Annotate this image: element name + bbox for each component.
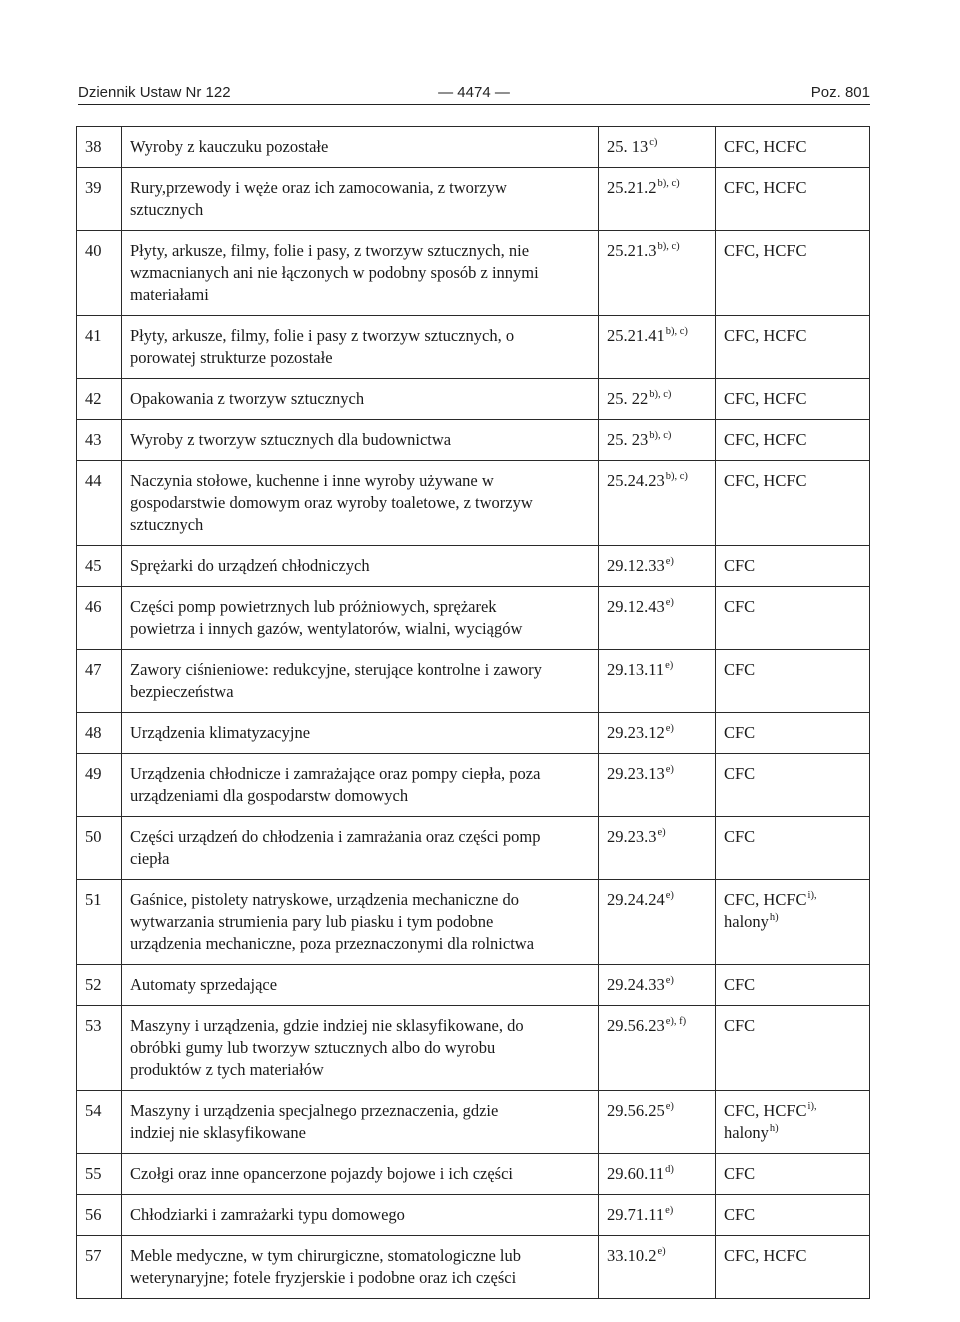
description-line: Wyroby z kauczuku pozostałe	[130, 137, 329, 156]
substance-line	[724, 659, 863, 681]
pkwiu-code: 29.12.33	[607, 556, 665, 575]
pkwiu-code-cell	[599, 168, 716, 231]
pkwiu-code: 29.23.12	[607, 723, 665, 742]
page-number: — 4474 —	[438, 84, 510, 101]
footnote-marker: h)	[769, 912, 779, 923]
table-row	[77, 316, 870, 379]
table-row	[77, 546, 870, 587]
substance-line	[724, 826, 863, 848]
pkwiu-code: 29.23.3	[607, 827, 657, 846]
pkwiu-code-cell	[599, 420, 716, 461]
row-number: 44	[77, 461, 122, 546]
table-row	[77, 817, 870, 880]
row-number: 57	[77, 1236, 122, 1299]
product-description	[122, 754, 599, 817]
description-line: Maszyny i urządzenia, gdzie indziej nie sklasyfikowane, do	[130, 1016, 524, 1035]
controlled-substances	[716, 754, 870, 817]
product-description	[122, 1091, 599, 1154]
pkwiu-code: 25.21.3	[607, 241, 657, 260]
description-line: Meble medyczne, w tym chirurgiczne, stomatologiczne lub	[130, 1246, 521, 1265]
row-number: 52	[77, 965, 122, 1006]
table-body	[77, 127, 870, 1299]
footnote-marker: b), c)	[665, 471, 688, 482]
controlled-substances	[716, 1195, 870, 1236]
pkwiu-code: 25. 22	[607, 389, 649, 408]
substance-line	[724, 177, 863, 199]
product-description	[122, 1006, 599, 1091]
row-number: 48	[77, 713, 122, 754]
substance-name: CFC	[724, 1164, 756, 1183]
pkwiu-code-cell	[599, 1154, 716, 1195]
description-line: Urządzenia chłodnicze i zamrażające oraz pompy ciepła, poza	[130, 764, 541, 783]
table-row	[77, 587, 870, 650]
substance-name: CFC	[724, 1205, 756, 1224]
pkwiu-code-cell	[599, 546, 716, 587]
description-line: Rury,przewody i węże oraz ich zamocowania, z tworzyw	[130, 178, 507, 197]
description-line: wzmacnianych ani nie łączonych w podobny sposób z innymi	[130, 263, 539, 282]
description-line: Wyroby z tworzyw sztucznych dla budownictwa	[130, 430, 452, 449]
description-line: gospodarstwie domowym oraz wyroby toaletowe, z tworzyw	[130, 493, 533, 512]
footnote-marker: e)	[657, 1246, 666, 1257]
footnote-marker: i),	[807, 890, 817, 901]
row-number: 40	[77, 231, 122, 316]
row-number: 56	[77, 1195, 122, 1236]
row-number: 54	[77, 1091, 122, 1154]
product-description	[122, 713, 599, 754]
controlled-substances	[716, 316, 870, 379]
footnote-marker: e)	[657, 827, 666, 838]
description-line: urządzeniami dla gospodarstw domowych	[130, 786, 409, 805]
pkwiu-code: 25. 23	[607, 430, 649, 449]
substance-line	[724, 429, 863, 451]
pkwiu-code: 29.24.24	[607, 890, 665, 909]
substance-name: CFC	[724, 1016, 756, 1035]
footnote-marker: b), c)	[657, 241, 680, 252]
footnote-marker: e)	[665, 556, 674, 567]
product-description	[122, 379, 599, 420]
row-number: 47	[77, 650, 122, 713]
pkwiu-code: 29.23.13	[607, 764, 665, 783]
substance-line	[724, 240, 863, 262]
substance-line	[724, 388, 863, 410]
description-line: porowatej strukturze pozostałe	[130, 348, 333, 367]
pkwiu-code: 29.60.11	[607, 1164, 665, 1183]
row-number: 53	[77, 1006, 122, 1091]
footnote-marker: e)	[665, 1205, 674, 1216]
description-line: Opakowania z tworzyw sztucznych	[130, 389, 365, 408]
table-row	[77, 880, 870, 965]
pkwiu-code-cell	[599, 316, 716, 379]
substance-name: CFC, HCFC	[724, 389, 807, 408]
product-description	[122, 1154, 599, 1195]
row-number: 55	[77, 1154, 122, 1195]
description-line: Płyty, arkusze, filmy, folie i pasy, z tworzyw sztucznych, nie	[130, 241, 530, 260]
table-row	[77, 713, 870, 754]
description-line: ciepła	[130, 849, 170, 868]
description-line: sztucznych	[130, 200, 204, 219]
description-line: indziej nie sklasyfikowane	[130, 1123, 306, 1142]
table-row	[77, 379, 870, 420]
page-header	[78, 82, 870, 105]
table-row	[77, 231, 870, 316]
product-description	[122, 1236, 599, 1299]
pkwiu-code-cell	[599, 817, 716, 880]
description-line: urządzenia mechaniczne, poza przeznaczonymi dla rolnictwa	[130, 934, 535, 953]
footnote-marker: e), f)	[665, 1016, 687, 1027]
footnote-marker: b), c)	[657, 178, 680, 189]
row-number: 49	[77, 754, 122, 817]
substance-name: CFC, HCFC	[724, 430, 807, 449]
pkwiu-code: 29.13.11	[607, 660, 665, 679]
controlled-substances	[716, 650, 870, 713]
controlled-substances	[716, 168, 870, 231]
substance-name: CFC, HCFC	[724, 1101, 807, 1120]
product-description	[122, 880, 599, 965]
position-number: Poz. 801	[810, 84, 870, 101]
substance-line	[724, 1204, 863, 1226]
row-number: 50	[77, 817, 122, 880]
substance-line	[724, 596, 863, 618]
table-row	[77, 1195, 870, 1236]
product-description	[122, 587, 599, 650]
substance-name: halony	[724, 912, 769, 931]
product-description	[122, 965, 599, 1006]
pkwiu-code-cell	[599, 1091, 716, 1154]
pkwiu-code-cell	[599, 965, 716, 1006]
product-description	[122, 650, 599, 713]
substance-line	[724, 911, 863, 933]
table-row	[77, 168, 870, 231]
controlled-substances	[716, 587, 870, 650]
substance-line	[724, 889, 863, 911]
controlled-substances	[716, 231, 870, 316]
description-line: obróbki gumy lub tworzyw sztucznych albo do wyrobu	[130, 1038, 496, 1057]
product-description	[122, 546, 599, 587]
controlled-substances	[716, 817, 870, 880]
footnote-marker: e)	[665, 975, 674, 986]
substance-line	[724, 325, 863, 347]
description-line: produktów z tych materiałów	[130, 1060, 324, 1079]
description-line: wytwarzania strumienia pary lub piasku i tym podobne	[130, 912, 494, 931]
footnote-marker: d)	[665, 1164, 674, 1175]
product-description	[122, 420, 599, 461]
product-description	[122, 1195, 599, 1236]
description-line: Chłodziarki i zamrażarki typu domowego	[130, 1205, 405, 1224]
substance-name: CFC, HCFC	[724, 178, 807, 197]
description-line: Zawory ciśnieniowe: redukcyjne, sterujące kontrolne i zawory	[130, 660, 542, 679]
table-row	[77, 420, 870, 461]
pkwiu-code-cell	[599, 754, 716, 817]
table-row	[77, 1006, 870, 1091]
table-row	[77, 1091, 870, 1154]
pkwiu-code: 25.24.23	[607, 471, 665, 490]
product-description	[122, 168, 599, 231]
substance-line	[724, 1163, 863, 1185]
controlled-substances	[716, 880, 870, 965]
description-line: Maszyny i urządzenia specjalnego przeznaczenia, gdzie	[130, 1101, 499, 1120]
footnote-marker: c)	[649, 137, 658, 148]
product-description	[122, 127, 599, 168]
pkwiu-code: 29.56.25	[607, 1101, 665, 1120]
controlled-substances	[716, 1236, 870, 1299]
table-row	[77, 461, 870, 546]
substance-table	[76, 126, 870, 1299]
row-number: 38	[77, 127, 122, 168]
table-row	[77, 650, 870, 713]
substance-name: CFC	[724, 556, 756, 575]
substance-name: CFC, HCFC	[724, 137, 807, 156]
substance-line	[724, 1100, 863, 1122]
description-line: Czołgi oraz inne opancerzone pojazdy bojowe i ich części	[130, 1164, 514, 1183]
substance-line	[724, 1245, 863, 1267]
description-line: Automaty sprzedające	[130, 975, 278, 994]
description-line: bezpieczeństwa	[130, 682, 234, 701]
controlled-substances	[716, 1091, 870, 1154]
description-line: weterynaryjne; fotele fryzjerskie i podobne oraz ich części	[130, 1268, 517, 1287]
pkwiu-code-cell	[599, 587, 716, 650]
row-number: 43	[77, 420, 122, 461]
row-number: 51	[77, 880, 122, 965]
substance-line	[724, 722, 863, 744]
description-line: sztucznych	[130, 515, 204, 534]
description-line: powietrza i innych gazów, wentylatorów, wialni, wyciągów	[130, 619, 523, 638]
substance-line	[724, 470, 863, 492]
pkwiu-code-cell	[599, 650, 716, 713]
pkwiu-code-cell	[599, 379, 716, 420]
description-line: Części pomp powietrznych lub próżniowych, sprężarek	[130, 597, 497, 616]
substance-name: CFC	[724, 660, 756, 679]
controlled-substances	[716, 965, 870, 1006]
table-row	[77, 1236, 870, 1299]
description-line: Sprężarki do urządzeń chłodniczych	[130, 556, 370, 575]
product-description	[122, 231, 599, 316]
substance-line	[724, 1015, 863, 1037]
footnote-marker: b), c)	[649, 430, 672, 441]
pkwiu-code-cell	[599, 880, 716, 965]
pkwiu-code: 25.21.2	[607, 178, 657, 197]
row-number: 45	[77, 546, 122, 587]
substance-line	[724, 136, 863, 158]
footnote-marker: e)	[665, 597, 674, 608]
substance-name: CFC, HCFC	[724, 890, 807, 909]
footnote-marker: e)	[665, 1101, 674, 1112]
substance-name: CFC, HCFC	[724, 326, 807, 345]
product-description	[122, 316, 599, 379]
row-number: 42	[77, 379, 122, 420]
substance-name: CFC, HCFC	[724, 241, 807, 260]
product-description	[122, 461, 599, 546]
substance-line	[724, 763, 863, 785]
pkwiu-code: 29.24.33	[607, 975, 665, 994]
substance-name: halony	[724, 1123, 769, 1142]
row-number: 41	[77, 316, 122, 379]
footnote-marker: e)	[665, 890, 674, 901]
row-number: 46	[77, 587, 122, 650]
table-row	[77, 965, 870, 1006]
pkwiu-code-cell	[599, 713, 716, 754]
table-row	[77, 127, 870, 168]
controlled-substances	[716, 461, 870, 546]
pkwiu-code: 25.21.41	[607, 326, 665, 345]
controlled-substances	[716, 1154, 870, 1195]
footnote-marker: e)	[665, 723, 674, 734]
pkwiu-code-cell	[599, 1006, 716, 1091]
controlled-substances	[716, 546, 870, 587]
description-line: Naczynia stołowe, kuchenne i inne wyroby używane w	[130, 471, 494, 490]
table-row	[77, 754, 870, 817]
footnote-marker: b), c)	[665, 326, 688, 337]
substance-name: CFC	[724, 723, 756, 742]
footnote-marker: e)	[665, 660, 674, 671]
footnote-marker: b), c)	[649, 389, 672, 400]
pkwiu-code-cell	[599, 1236, 716, 1299]
substance-name: CFC, HCFC	[724, 1246, 807, 1265]
pkwiu-code-cell	[599, 231, 716, 316]
description-line: Gaśnice, pistolety natryskowe, urządzenia mechaniczne do	[130, 890, 519, 909]
footnote-marker: h)	[769, 1123, 779, 1134]
description-line: Urządzenia klimatyzacyjne	[130, 723, 311, 742]
pkwiu-code: 25. 13	[607, 137, 649, 156]
pkwiu-code: 29.56.23	[607, 1016, 665, 1035]
pkwiu-code-cell	[599, 461, 716, 546]
substance-name: CFC	[724, 597, 756, 616]
description-line: materiałami	[130, 285, 209, 304]
substance-name: CFC	[724, 827, 756, 846]
table-row	[77, 1154, 870, 1195]
description-line: Części urządzeń do chłodzenia i zamrażania oraz części pomp	[130, 827, 541, 846]
journal-title: Dziennik Ustaw Nr 122	[78, 84, 231, 101]
pkwiu-code-cell	[599, 1195, 716, 1236]
controlled-substances	[716, 1006, 870, 1091]
pkwiu-code: 29.12.43	[607, 597, 665, 616]
pkwiu-code: 29.71.11	[607, 1205, 665, 1224]
pkwiu-code: 33.10.2	[607, 1246, 657, 1265]
controlled-substances	[716, 713, 870, 754]
description-line: Płyty, arkusze, filmy, folie i pasy z tworzyw sztucznych, o	[130, 326, 515, 345]
row-number: 39	[77, 168, 122, 231]
footnote-marker: e)	[665, 764, 674, 775]
product-description	[122, 817, 599, 880]
controlled-substances	[716, 420, 870, 461]
footnote-marker: i),	[807, 1101, 817, 1112]
controlled-substances	[716, 127, 870, 168]
substance-line	[724, 974, 863, 996]
substance-line	[724, 555, 863, 577]
substance-line	[724, 1122, 863, 1144]
controlled-substances	[716, 379, 870, 420]
substance-name: CFC, HCFC	[724, 471, 807, 490]
substance-name: CFC	[724, 764, 756, 783]
pkwiu-code-cell	[599, 127, 716, 168]
substance-name: CFC	[724, 975, 756, 994]
